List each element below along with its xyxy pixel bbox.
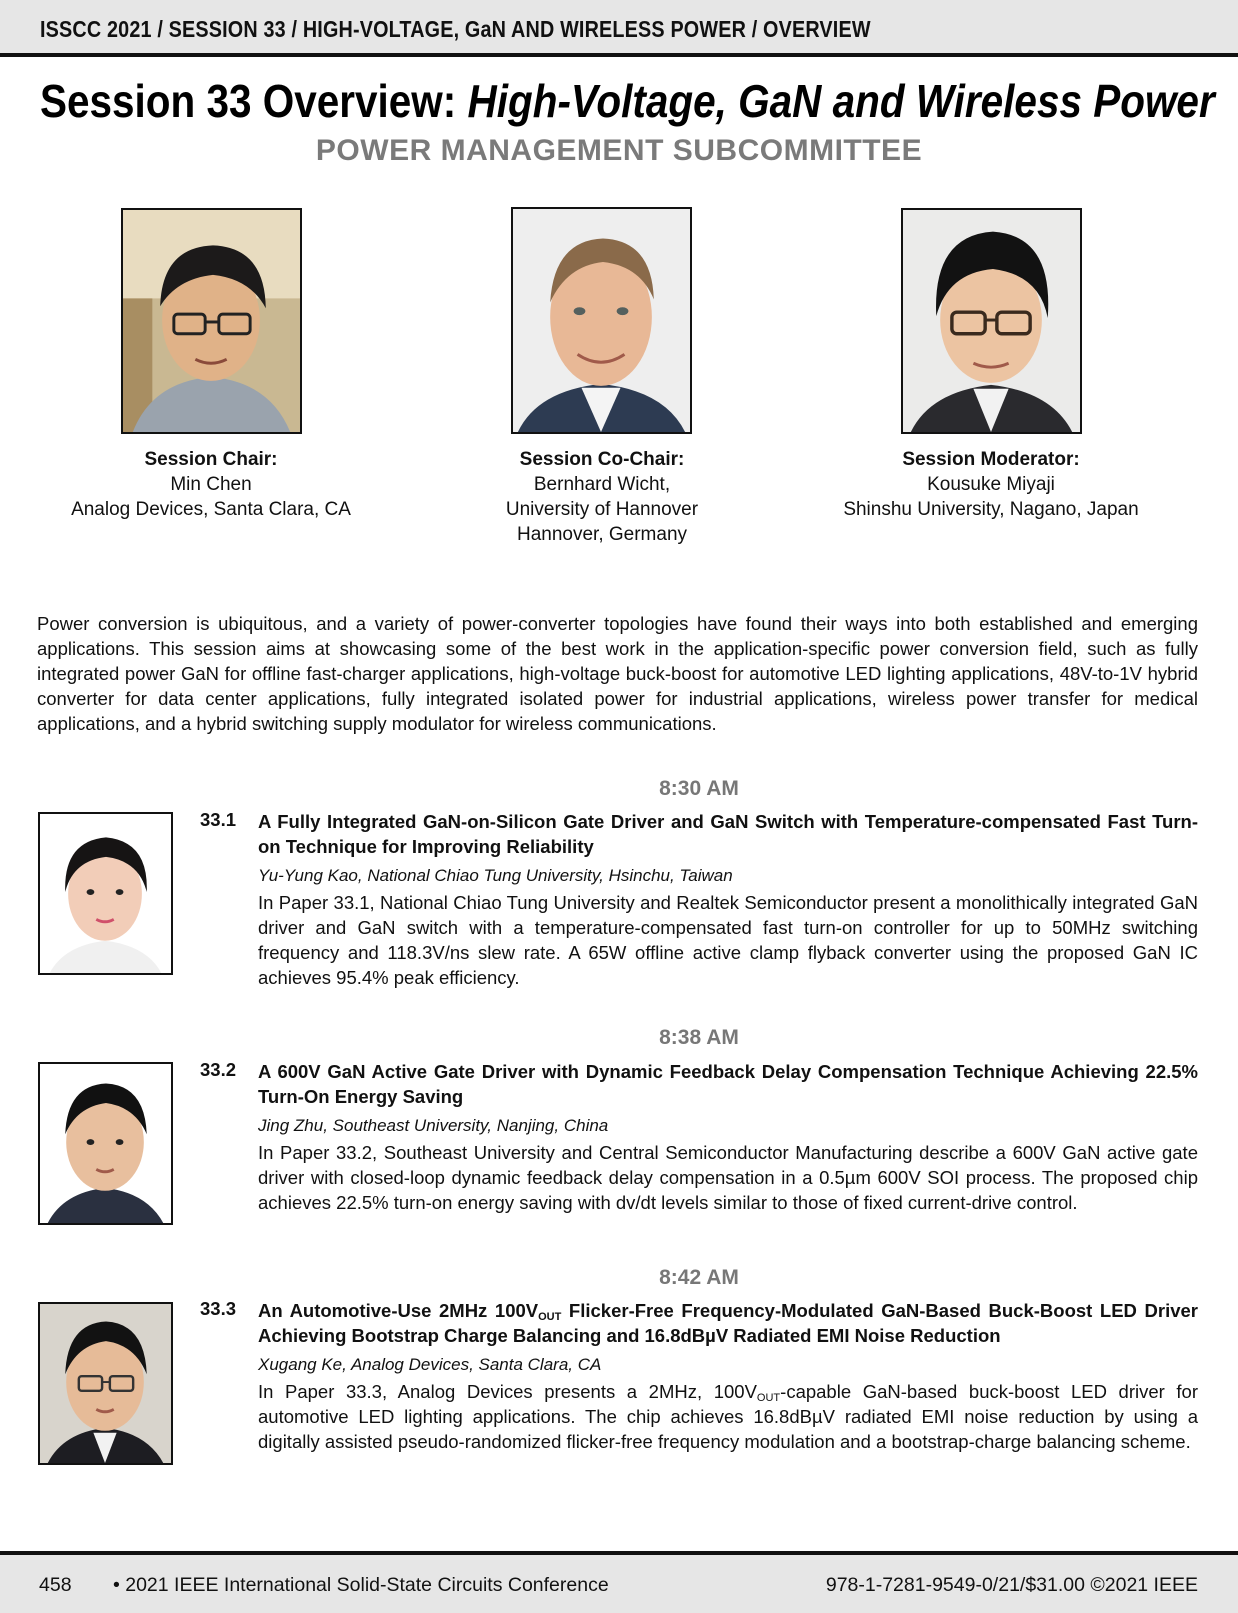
author-photo <box>38 1302 173 1465</box>
page-title <box>40 74 1215 128</box>
session-intro: Power conversion is ubiquitous, and a variety of power-converter topologies have found their ways into both established and emerging applications. This session aims at showcasing some of the best work in the application-specific power conversion field, such as fully integrated power GaN for offline fast-charger applications, high-voltage buck-boost for automotive LED lighting applications, 48V-to-1V hybrid converter for data center applications, fully integrated isolated power for industrial applications, wireless power transfer for medical applications, and a hybrid switching supply modulator for wireless communications. <box>37 613 1198 734</box>
session-co-chair <box>412 447 792 547</box>
title-topic: High-Voltage, GaN and Wireless Power <box>467 75 1215 127</box>
paper-description-part: In Paper 33.3, Analog Devices presents a 2MHz, 100V <box>258 1381 757 1402</box>
isbn-copyright: 978-1-7281-9549-0/21/$31.00 ©2021 IEEE <box>825 1574 1198 1596</box>
paper-number: 33.1 <box>200 809 237 830</box>
moderator-photo <box>901 208 1082 434</box>
paper-number: 33.3 <box>200 1298 237 1319</box>
paper-description: In Paper 33.2, Southeast University and Central Semiconductor Manufacturing describe a 600V GaN active gate driver with closed-loop dynamic feedback delay compensation in a 0.5µm 600V SOI process. The proposed chip achieves 22.5% turn-on energy saving with dv/dt levels similar to those of fixed current-drive control. <box>258 1142 1198 1213</box>
officer-affiliation: Analog Devices, Santa Clara, CA <box>71 499 351 520</box>
officer-name: Bernhard Wicht, <box>533 474 671 495</box>
co-chair-photo <box>511 207 692 434</box>
officer-role: Session Chair: <box>144 449 278 470</box>
officer-role: Session Co-Chair: <box>519 449 685 470</box>
running-header <box>0 0 1238 57</box>
paper-time: 8:42 AM <box>659 1266 739 1289</box>
conference-name: • 2021 IEEE International Solid-State Circuits Conference <box>113 1574 609 1596</box>
officer-affiliation: University of Hannover <box>505 499 699 520</box>
paper-entry <box>200 1298 1198 1454</box>
paper-author: Yu-Yung Kao, National Chiao Tung University, Hsinchu, Taiwan <box>258 866 733 885</box>
paper-description-subscript: OUT <box>756 1392 781 1404</box>
author-photo <box>38 1062 173 1225</box>
paper-time: 8:30 AM <box>659 777 739 800</box>
officer-affiliation: Shinshu University, Nagano, Japan <box>843 499 1139 520</box>
session-chair <box>21 447 401 522</box>
page-number: 458 <box>39 1574 72 1596</box>
paper-author: Jing Zhu, Southeast University, Nanjing, China <box>258 1116 609 1135</box>
paper-description-part: -capable GaN-based buck-boost LED driver for automotive LED lighting applications. The chip achieves 16.8dBµV radiated EMI noise reduction by using a digitally assisted pseudo-randomized flicker-free frequency modulation and a bootstrap-charge balancing scheme. <box>258 1381 1198 1452</box>
title-prefix: Session 33 Overview: <box>40 75 468 127</box>
paper-title-subscript: OUT <box>538 1311 562 1323</box>
paper-title: A 600V GaN Active Gate Driver with Dynamic Feedback Delay Compensation Technique Achieving 22.5% Turn-On Energy Saving <box>258 1061 1198 1107</box>
paper-number: 33.2 <box>200 1059 237 1080</box>
paper-description <box>258 1379 1198 1454</box>
author-photo <box>38 812 173 975</box>
running-title: ISSCC 2021 / SESSION 33 / HIGH-VOLTAGE, GaN AND WIRELESS POWER / OVERVIEW <box>40 16 871 42</box>
paper-title-part: Flicker-Free Frequency-Modulated GaN-Based Buck-Boost LED Driver Achieving Bootstrap Charge Balancing and 16.8dBµV Radiated EMI Noise Reduction <box>258 1300 1198 1346</box>
paper-title: A Fully Integrated GaN-on-Silicon Gate Driver and GaN Switch with Temperature-compensated Fast Turn-on Technique for Improving Reliability <box>258 811 1198 857</box>
session-moderator <box>801 447 1181 522</box>
paper-entry <box>200 1059 1198 1215</box>
officer-role: Session Moderator: <box>902 449 1080 470</box>
page-footer <box>0 1551 1238 1613</box>
officer-name: Min Chen <box>170 474 252 495</box>
subcommittee-label: POWER MANAGEMENT SUBCOMMITTEE <box>315 134 923 167</box>
paper-time: 8:38 AM <box>659 1026 739 1049</box>
paper-description: In Paper 33.1, National Chiao Tung University and Realtek Semiconductor present a monolithically integrated GaN driver and GaN switch with a temperature-compensated fast turn-on controller for up to 50MHz switching frequency and 118.3V/ns slew rate. A 65W offline active clamp flyback converter using the proposed GaN IC achieves 95.4% peak efficiency. <box>258 892 1198 988</box>
chair-photo <box>121 208 302 434</box>
officer-name: Kousuke Miyaji <box>927 474 1055 495</box>
paper-entry <box>200 809 1198 990</box>
officer-location: Hannover, Germany <box>516 524 688 545</box>
paper-author: Xugang Ke, Analog Devices, Santa Clara, CA <box>258 1355 602 1374</box>
paper-title <box>258 1298 1198 1348</box>
paper-title-part: An Automotive-Use 2MHz 100V <box>258 1300 539 1321</box>
